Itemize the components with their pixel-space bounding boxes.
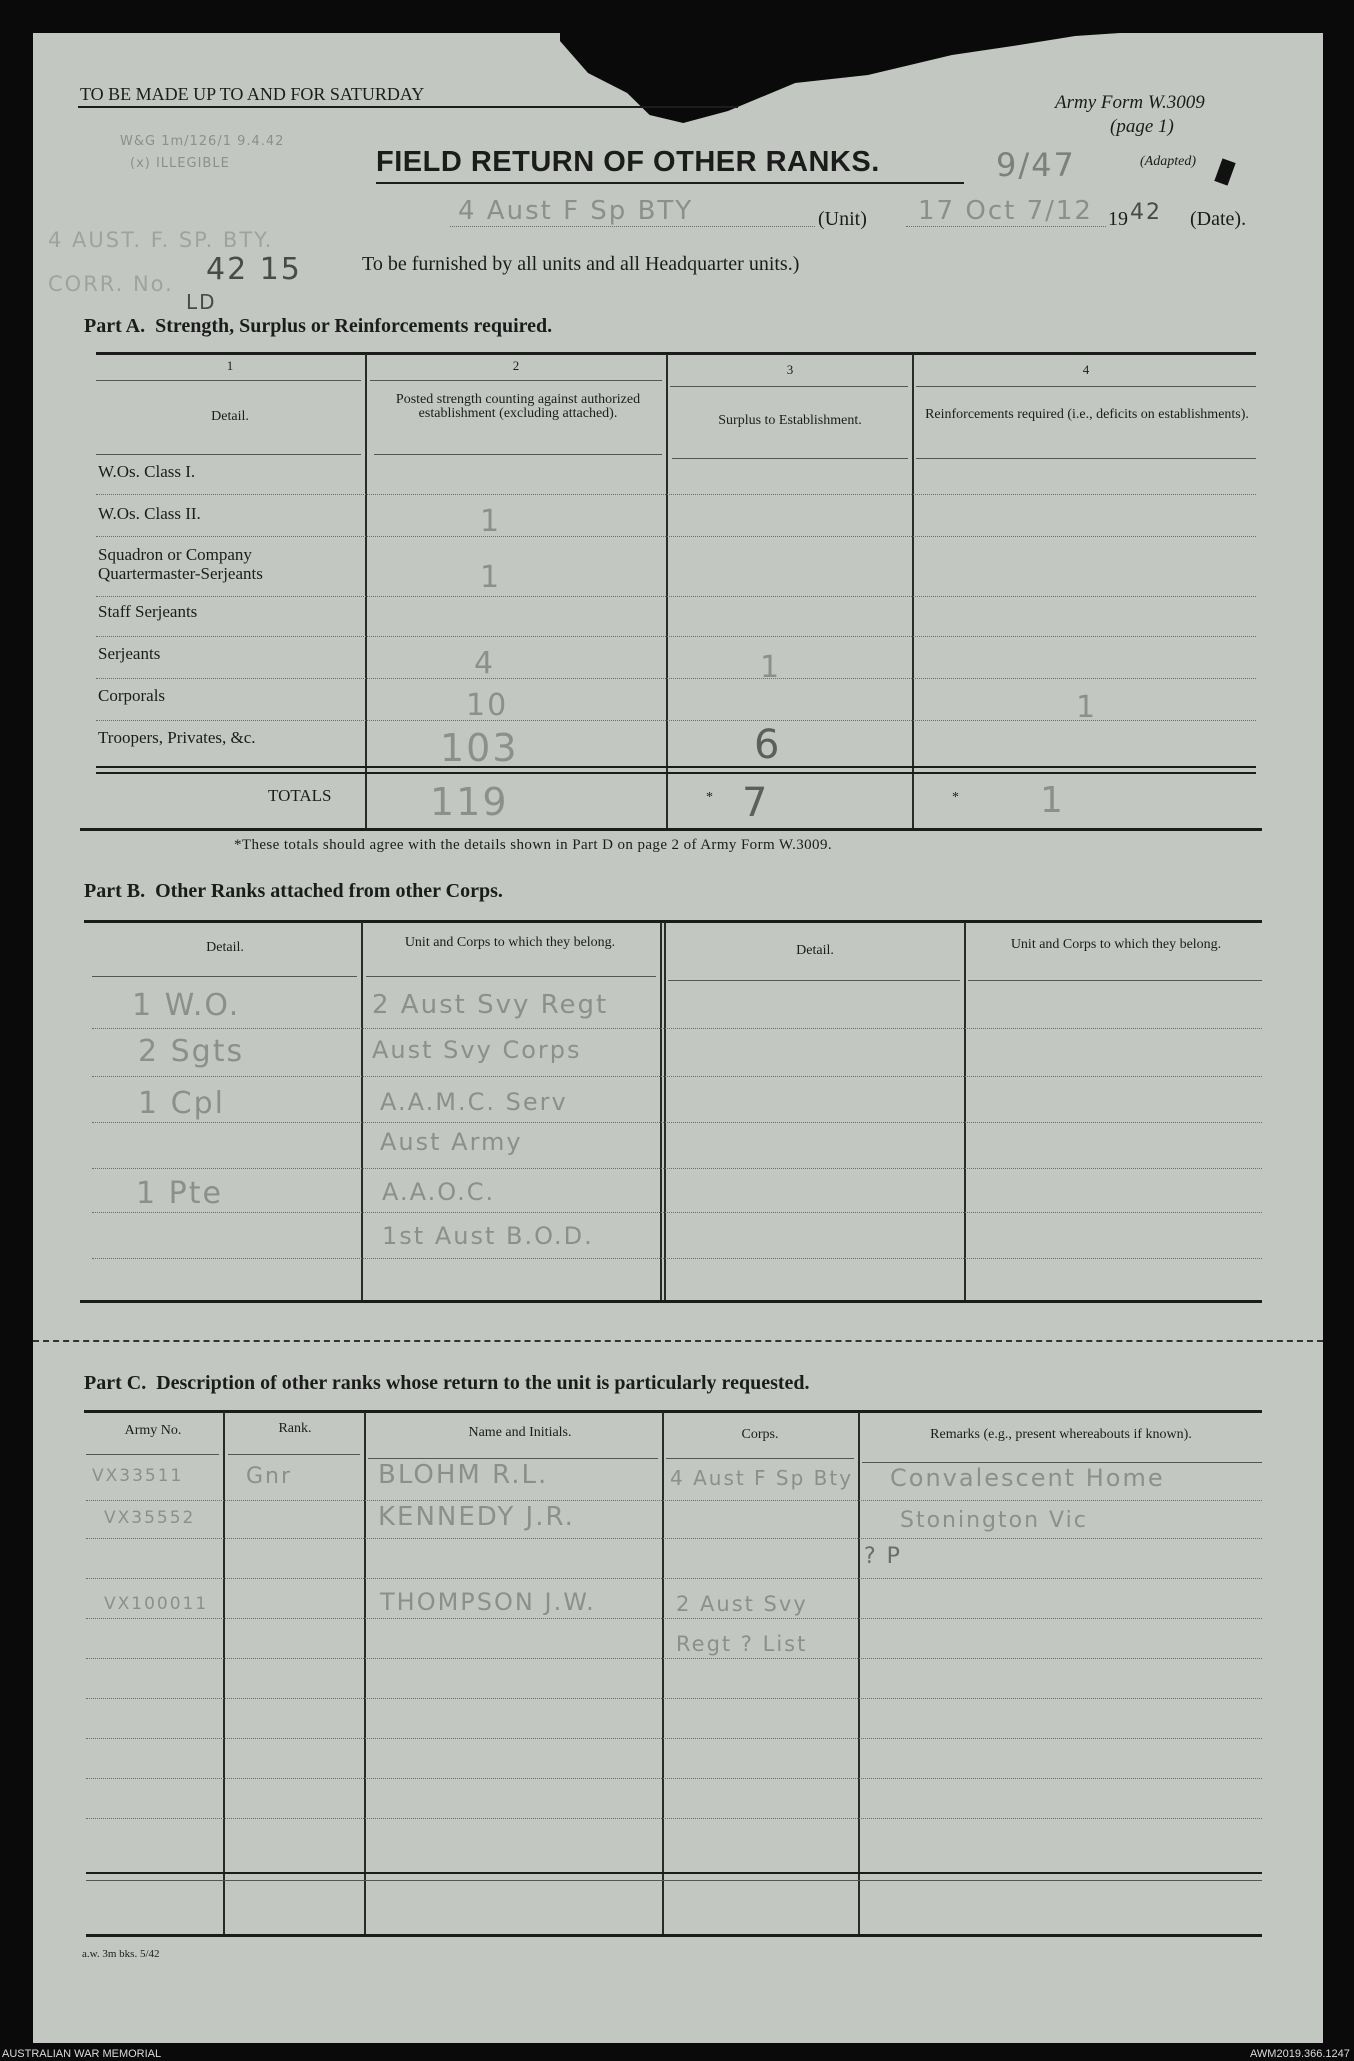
part-b-bottom-rule [80, 1300, 1262, 1303]
page-number: (page 1) [1110, 116, 1174, 137]
part-c-row-rule [86, 1880, 1262, 1881]
part-c-row-rule [86, 1500, 1262, 1501]
part-c-header-rule [862, 1462, 1262, 1463]
row-rule [96, 678, 1256, 679]
part-c-remarks-2: Stonington Vic [900, 1508, 1088, 1533]
totals-posted: 119 [430, 780, 509, 824]
part-c-col-header-army-no: Army No. [124, 1423, 182, 1438]
part-a-header-rule [672, 458, 908, 459]
page-ref: 9/47 [996, 146, 1076, 184]
part-a-top-rule [96, 352, 1256, 355]
part-a-subrule [370, 380, 662, 381]
part-c-header-rule [86, 1454, 219, 1455]
part-c-army-no-4: VX100011 [104, 1594, 209, 1614]
part-b-divider-1 [361, 922, 363, 1302]
part-b-row-rule [92, 1168, 1262, 1169]
part-c-header-rule [228, 1454, 360, 1455]
footer-left: AUSTRALIAN WAR MEMORIAL [2, 2048, 162, 2060]
part-c-row-rule [86, 1618, 1262, 1619]
part-b-row-rule [92, 1028, 1262, 1029]
part-b-col-header-unit-1: Unit and Corps to which they belong. [404, 935, 616, 950]
made-up-to-underline [78, 106, 738, 108]
part-c-remarks-1: Convalescent Home [890, 1464, 1165, 1492]
part-b-row-rule [92, 1122, 1262, 1123]
part-a-col-header-reinf: Reinforcements required (i.e., deficits on establishments). [925, 407, 1249, 422]
reinf-cpls: 1 [1076, 690, 1098, 725]
stamp-line-1: 4 AUST. F. SP. BTY. [48, 228, 274, 252]
part-c-divider-3 [662, 1412, 664, 1934]
part-c-header-rule [368, 1458, 658, 1459]
part-b-divider-2 [660, 922, 662, 1302]
part-c-row-rule [86, 1778, 1262, 1779]
ref-initials: LD [186, 290, 217, 314]
row-rule [96, 636, 1256, 637]
date-line [906, 226, 1106, 227]
stamp-line-2: CORR. No. [48, 272, 174, 296]
part-c-col-header-remarks: Remarks (e.g., present whereabouts if known). [930, 1427, 1192, 1442]
title-underline [376, 182, 964, 184]
row-label-ptes: Troopers, Privates, &c. [98, 728, 256, 747]
printer-mark: a.w. 3m bks. 5/42 [82, 1948, 160, 1960]
part-b-col-header-detail-2: Detail. [796, 943, 834, 958]
part-b-divider-3 [664, 922, 666, 1302]
part-b-unit-2: Aust Svy Corps [372, 1036, 582, 1064]
part-b-unit-1: 2 Aust Svy Regt [372, 990, 609, 1020]
part-a-col-header-surplus: Surplus to Establishment. [718, 413, 862, 428]
unit-line [450, 226, 815, 227]
part-c-closing-rule [86, 1872, 1262, 1874]
posted-cqms: 1 [480, 560, 502, 595]
top-left-note-1: W&G 1m/126/1 9.4.42 [120, 134, 285, 149]
surplus-sgts: 1 [760, 650, 782, 685]
part-b-row-rule [92, 1076, 1262, 1077]
part-c-name-4: THOMPSON J.W. [380, 1588, 596, 1616]
row-label-cpls: Corporals [98, 686, 166, 705]
part-b-row-rule [92, 1212, 1262, 1213]
part-c-row-rule [86, 1538, 1262, 1539]
part-b-row-rule [92, 1258, 1262, 1259]
part-c-divider-4 [858, 1412, 860, 1934]
part-c-army-no-1: VX33511 [92, 1466, 184, 1486]
part-b-divider-4 [964, 922, 966, 1302]
unit-value: 4 Aust F Sp BTY [458, 196, 694, 226]
part-b-header-rule [366, 976, 656, 977]
part-a-col-num-4: 4 [1082, 362, 1090, 377]
part-c-col-header-name: Name and Initials. [468, 1425, 572, 1440]
part-a-col-num-1: 1 [226, 358, 234, 373]
totals-reinf-asterisk: * [952, 790, 959, 805]
row-label-cqms: Squadron or Company Quartermaster-Serjeants [98, 545, 263, 583]
part-c-bottom-rule [86, 1934, 1262, 1937]
part-a-divider-3 [912, 354, 914, 828]
row-label-sgts: Serjeants [98, 644, 161, 663]
part-b-unit-3: A.A.M.C. Serv [380, 1088, 568, 1116]
posted-sgts: 4 [474, 646, 496, 681]
row-rule [96, 494, 1256, 495]
posted-cpls: 10 [466, 688, 509, 723]
part-c-top-rule [84, 1410, 1262, 1413]
row-label-wo2: W.Os. Class II. [98, 504, 201, 523]
part-a-subrule [916, 386, 1256, 387]
part-c-corps-5: Regt ? List [676, 1632, 808, 1656]
part-b-detail-5: 1 Pte [136, 1176, 223, 1211]
part-c-row-rule [86, 1738, 1262, 1739]
part-b-detail-2: 2 Sgts [138, 1034, 245, 1069]
part-a-col-header-posted: Posted strength counting against authorized establishment (excluding attached). [395, 392, 641, 421]
part-a-bottom-rule [80, 828, 1262, 831]
part-a-header-rule [96, 454, 361, 455]
part-a-subrule [670, 386, 908, 387]
part-b-col-header-detail-1: Detail. [206, 940, 244, 955]
totals-surplus: 7 [742, 780, 770, 826]
part-b-detail-1: 1 W.O. [132, 988, 241, 1023]
made-up-to-label: TO BE MADE UP TO AND FOR SATURDAY [80, 84, 425, 104]
adapted-label: (Adapted) [1140, 154, 1196, 169]
part-c-row-rule [86, 1578, 1262, 1579]
form-name: Army Form W.3009 [1055, 92, 1205, 113]
part-a-totals-rule [96, 772, 1256, 774]
posted-ptes: 103 [440, 726, 519, 770]
part-a-totals-rule [96, 766, 1256, 768]
posted-wo2: 1 [480, 504, 502, 539]
totals-label: TOTALS [268, 786, 332, 805]
part-a-col-header-detail: Detail. [211, 409, 249, 424]
form-title: FIELD RETURN OF OTHER RANKS. [376, 146, 880, 178]
part-b-top-rule [84, 920, 1262, 923]
part-c-col-header-rank: Rank. [278, 1421, 312, 1436]
part-c-divider-2 [364, 1412, 366, 1934]
part-b-header-rule [668, 980, 960, 981]
part-a-subrule [96, 380, 361, 381]
part-c-remarks-3: ? P [864, 1544, 902, 1569]
part-c-heading: Part C. Description of other ranks whose return to the unit is particularly requested. [84, 1372, 810, 1394]
ref-number: 42 15 [206, 252, 302, 287]
date-value: 17 Oct 7/12 [918, 196, 1093, 226]
part-a-divider-1 [365, 354, 367, 828]
furnish-note: To be furnished by all units and all Headquarter units.) [362, 253, 800, 275]
row-rule [96, 596, 1256, 597]
unit-label: (Unit) [818, 208, 867, 230]
surplus-ptes: 6 [754, 722, 782, 768]
footer-right: AWM2019.366.1247 [1250, 2048, 1350, 2060]
part-b-heading: Part B. Other Ranks attached from other Corps. [84, 880, 503, 902]
part-c-rank-1: Gnr [246, 1464, 293, 1489]
part-b-col-header-unit-2: Unit and Corps to which they belong. [1010, 937, 1222, 952]
year-suffix: 42 [1130, 200, 1162, 225]
part-c-corps-1: 4 Aust F Sp Bty [670, 1466, 854, 1490]
row-label-staff-sgts: Staff Serjeants [98, 602, 198, 621]
part-c-row-rule [86, 1658, 1262, 1659]
part-b-detail-3: 1 Cpl [138, 1086, 225, 1121]
part-a-col-num-2: 2 [512, 358, 520, 373]
row-label-wo1: W.Os. Class I. [98, 462, 196, 481]
part-c-row-rule [86, 1818, 1262, 1819]
part-b-header-rule [92, 976, 357, 977]
part-a-col-num-3: 3 [786, 362, 794, 377]
part-b-unit-5: A.A.O.C. [382, 1178, 496, 1206]
part-b-unit-4: Aust Army [380, 1128, 523, 1156]
part-c-name-1: BLOHM R.L. [378, 1460, 549, 1490]
date-label: (Date). [1190, 208, 1247, 230]
perforation-line [33, 1340, 1323, 1342]
top-left-note-2: (x) ILLEGIBLE [130, 156, 230, 171]
row-rule [96, 536, 1256, 537]
part-a-header-rule [916, 458, 1256, 459]
part-a-header-rule [374, 454, 662, 455]
part-c-army-no-2: VX35552 [104, 1508, 196, 1528]
part-b-header-rule [968, 980, 1262, 981]
part-c-row-rule [86, 1698, 1262, 1699]
part-c-divider-1 [223, 1412, 225, 1934]
part-a-footnote: *These totals should agree with the details shown in Part D on page 2 of Army Form W.3009. [234, 837, 833, 853]
part-b-unit-6: 1st Aust B.O.D. [382, 1222, 594, 1250]
part-a-divider-2 [666, 354, 668, 828]
part-c-name-2: KENNEDY J.R. [378, 1502, 575, 1532]
part-c-corps-4: 2 Aust Svy [676, 1592, 808, 1616]
year-prefix: 19 [1108, 208, 1128, 230]
part-c-header-rule [666, 1458, 854, 1459]
totals-reinf: 1 [1040, 780, 1065, 821]
part-a-heading: Part A. Strength, Surplus or Reinforcements required. [84, 315, 553, 337]
part-c-col-header-corps: Corps. [741, 1427, 779, 1442]
totals-surplus-asterisk: * [706, 790, 713, 805]
